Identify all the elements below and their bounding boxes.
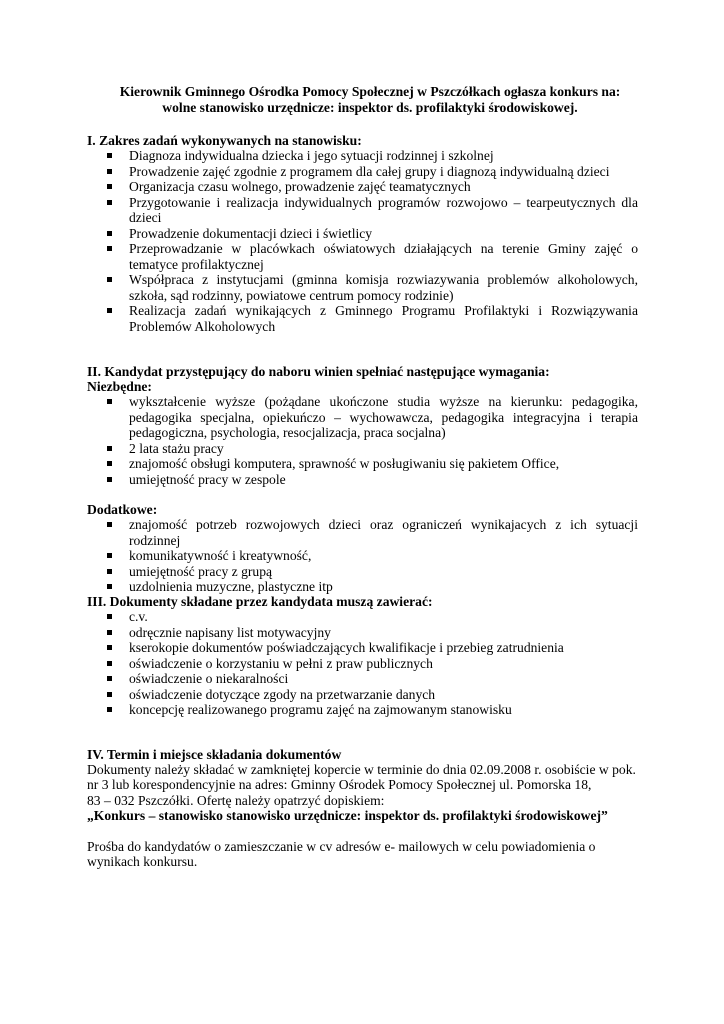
list-item: Prowadzenie zajęć zgodnie z programem dla całej grupy i diagnozą indywidualną dzieci xyxy=(0,164,638,180)
list-item: 2 lata stażu pracy xyxy=(0,441,638,457)
list-item: Przeprowadzanie w placówkach oświatowych działających na terenie Gminy zajęć o tematyce profilaktycznej xyxy=(0,241,638,272)
section-4-heading: IV. Termin i miejsce składania dokumentów xyxy=(87,747,342,762)
list-item: Prowadzenie dokumentacji dzieci i świetlicy xyxy=(0,226,638,242)
list-item: oświadczenie o korzystaniu w pełni z praw publicznych xyxy=(0,656,638,672)
section-2-heading: II. Kandydat przystępujący do naboru winien spełniać następujące wymagania: xyxy=(87,364,550,379)
list-item: Współpraca z instytucjami (gminna komisja rozwiazywania problemów alkoholowych, szkoła, sąd rodzinny, powiatowe centrum pomocy rodzinie) xyxy=(0,272,638,303)
duties-list xyxy=(0,148,638,334)
documents-list xyxy=(0,609,638,718)
title-line-1: Kierownik Gminnego Ośrodka Pomocy Społecznej w Pszczółkach ogłasza konkurs na: xyxy=(119,84,621,99)
additional-label: Dodatkowe: xyxy=(87,502,158,517)
submission-line-1: Dokumenty należy składać w zamkniętej kopercie w terminie do dnia 02.09.2008 r. osobiście w pok. xyxy=(87,762,636,777)
list-item: Realizacja zadań wynikających z Gminnego Programu Profilaktyki i Rozwiązywania Problemów Alkoholowych xyxy=(0,303,638,334)
section-3-heading: III. Dokumenty składane przez kandydata muszą zawierać: xyxy=(87,594,433,609)
required-label: Niezbędne: xyxy=(87,379,152,394)
list-item: znajomość obsługi komputera, sprawność w posługiwaniu się pakietem Office, xyxy=(0,456,638,472)
list-item: odręcznie napisany list motywacyjny xyxy=(0,625,638,641)
list-item: oświadczenie dotyczące zgody na przetwarzanie danych xyxy=(0,687,638,703)
list-item: Organizacja czasu wolnego, prowadzenie zajęć teamatycznych xyxy=(0,179,638,195)
list-item: uzdolnienia muzyczne, plastyczne itp xyxy=(0,579,638,595)
list-item: Przygotowanie i realizacja indywidualnych programów rozwojowo – tearpeutycznych dla dzieci xyxy=(0,195,638,226)
required-list xyxy=(0,394,638,487)
submission-line-3: 83 – 032 Pszczółki. Ofertę należy opatrzyć dopiskiem: xyxy=(87,793,385,808)
list-item: koncepcję realizowanego programu zajęć na zajmowanym stanowisku xyxy=(0,702,638,718)
closing-line-2: wynikach konkursu. xyxy=(87,854,198,869)
title-line-2: wolne stanowisko urzędnicze: inspektor ds. profilaktyki środowiskowej. xyxy=(162,100,578,115)
list-item: wykształcenie wyższe (pożądane ukończone studia wyższe na kierunku: pedagogika, pedagogika specjalna, opiekuńczo – wychowawcza, pedagogika integracyjna i terapia pedagogiczna, psychologia, resocjalizacja, praca socjalna) xyxy=(0,394,638,441)
list-item: komunikatywność i kreatywność, xyxy=(0,548,638,564)
list-item: kserokopie dokumentów poświadczających kwalifikacje i przebieg zatrudnienia xyxy=(0,640,638,656)
announcement-title xyxy=(60,84,680,116)
closing-line-1: Prośba do kandydatów o zamieszczanie w cv adresów e- mailowych w celu powiadomienia o xyxy=(87,839,596,854)
list-item: c.v. xyxy=(0,609,638,625)
submission-line-2: nr 3 lub korespondencyjnie na adres: Gminny Ośrodek Pomocy Społecznej ul. Pomorska 18, xyxy=(87,777,592,792)
list-item: oświadczenie o niekaralności xyxy=(0,671,638,687)
list-item: Diagnoza indywidualna dziecka i jego sytuacji rodzinnej i szkolnej xyxy=(0,148,638,164)
list-item: znajomość potrzeb rozwojowych dzieci oraz ograniczeń wynikajacych z ich sytuacji rodzinnej xyxy=(0,517,638,548)
section-1-heading: I. Zakres zadań wykonywanych na stanowisku: xyxy=(87,133,362,148)
list-item: umiejętność pracy w zespole xyxy=(0,472,638,488)
list-item: umiejętność pracy z grupą xyxy=(0,564,638,580)
envelope-marking: „Konkurs – stanowisko stanowisko urzędnicze: inspektor ds. profilaktyki środowiskowej” xyxy=(87,808,608,823)
additional-list xyxy=(0,517,638,595)
